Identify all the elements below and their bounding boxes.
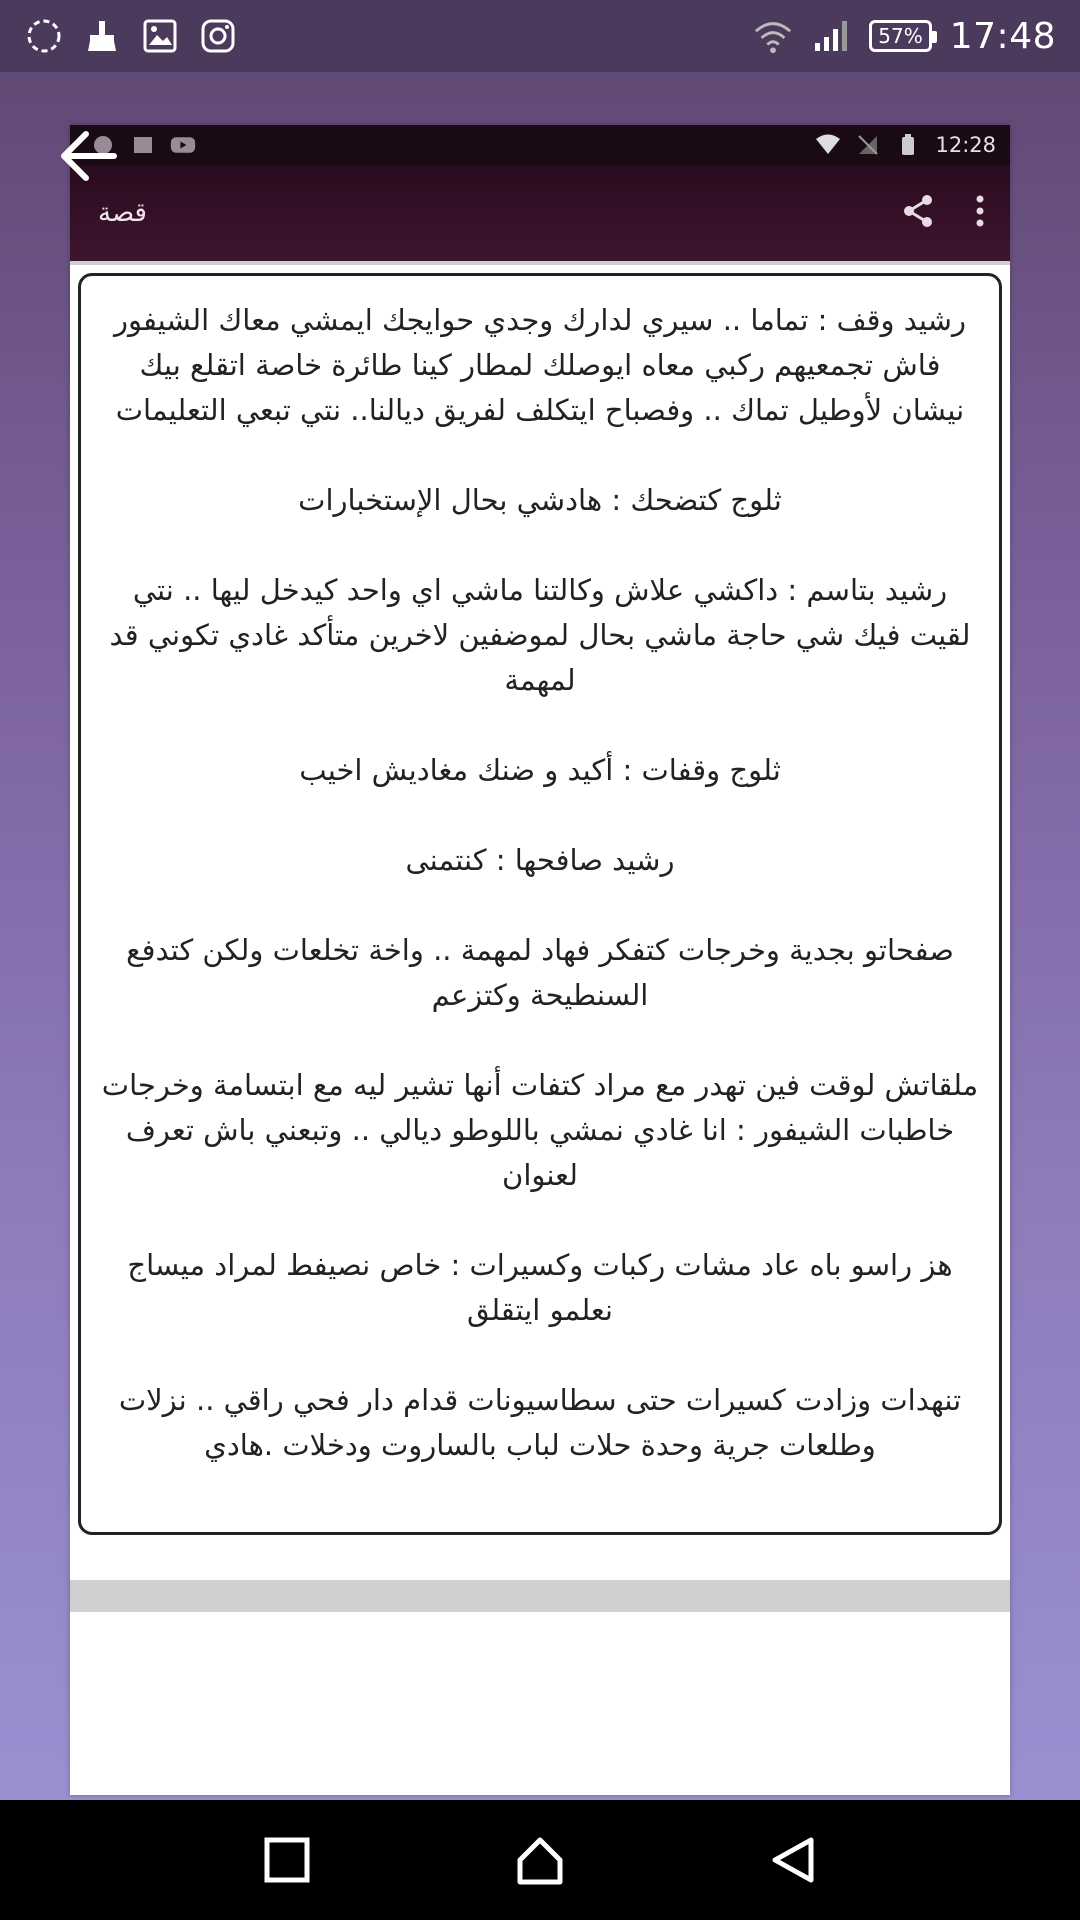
story-paragraph: رشيد بتاسم : داكشي علاش وكالتنا ماشي اي واحد كيدخل ليها .. نتي لقيت فيك شي حاجة ماشي بحال لموضفين لاخرين متأكد غادي تكوني قد لمهمة [109,573,971,697]
page-title: قصة [98,198,147,228]
instagram-icon [198,16,238,56]
wifi-icon [753,16,793,56]
youtube-icon [170,134,196,156]
inner-clock: 12:28 [935,133,996,157]
app-toolbar [70,165,1010,265]
sync-icon [24,16,64,56]
signal-icon [811,16,851,56]
broom-icon [82,16,122,56]
story-paragraph: هز راسو باه عاد مشات ركبات وكسيرات : خاص نصيفط لمراد ميساج نعلمو ايتقلق [127,1248,953,1327]
system-clock: 17:48 [949,15,1056,57]
inner-status-right [815,133,996,157]
home-icon[interactable] [500,1820,580,1900]
image-icon [140,16,180,56]
story-paragraph: تنهدات وزادت كسيرات حتى سطاسيونات قدام دار فحي راقي .. نزلات وطلعات جرية وحدة حلات لباب بالساروت ودخلات .هادي [118,1383,962,1462]
story-paragraph: صفحاتو بجدية وخرجات كتفكر فهاد لمهمة .. واخة تخلعات ولكن كتدفع السنطيحة وكتزعم [126,933,954,1012]
battery-charging-icon [895,134,921,156]
wifi-icon [815,134,841,156]
story-paragraph: ملقاتش لوقت فين تهدر مع مراد كتفات أنها تشير ليه مع ابتسامة وخرجات خاطبات الشيفور : انا غادي نمشي باللوطو ديالي .. وتبعني باش تعرف لعنوان [101,1068,979,1192]
back-arrow-icon[interactable] [56,128,120,184]
system-status-bar [0,0,1080,72]
more-vert-icon[interactable] [974,193,986,233]
photo-icon [130,134,156,156]
battery-icon [869,20,931,52]
story-paragraph: رشيد صافحها : كنتمنى [405,843,675,877]
story-paragraph: ثلوج كتضحك : هادشي بحال الإستخبارات [298,483,782,517]
battery-level: 57% [878,24,923,48]
status-notification-icons [24,16,238,56]
story-screenshot-frame [70,125,1010,1795]
share-icon[interactable] [900,193,936,233]
story-card [78,273,1002,1535]
no-signal-icon [855,134,881,156]
story-paragraph: رشيد وقف : تماما .. سيري لدارك وجدي حوايجك ايمشي معاك الشيفور فاش تجمعيهم ركبي معاه ايوصلك لمطار كينا طائرة خاصة اتقلع بيك نيشان لأوطيل تماك .. وفصباح ايتكلف لفريق ديالنا.. نتي تبعي التعليمات [113,303,966,427]
back-icon[interactable] [753,1820,833,1900]
system-nav-bar [0,1800,1080,1920]
toolbar-actions [900,193,986,233]
story-paragraph: ثلوج وقفات : أكيد و ضنك مغاديش اخيب [299,753,781,787]
status-system-icons [753,16,1056,57]
story-text [99,298,981,1468]
recent-apps-icon[interactable] [247,1820,327,1900]
divider-strip [70,1580,1010,1612]
inner-status-bar [70,125,1010,165]
